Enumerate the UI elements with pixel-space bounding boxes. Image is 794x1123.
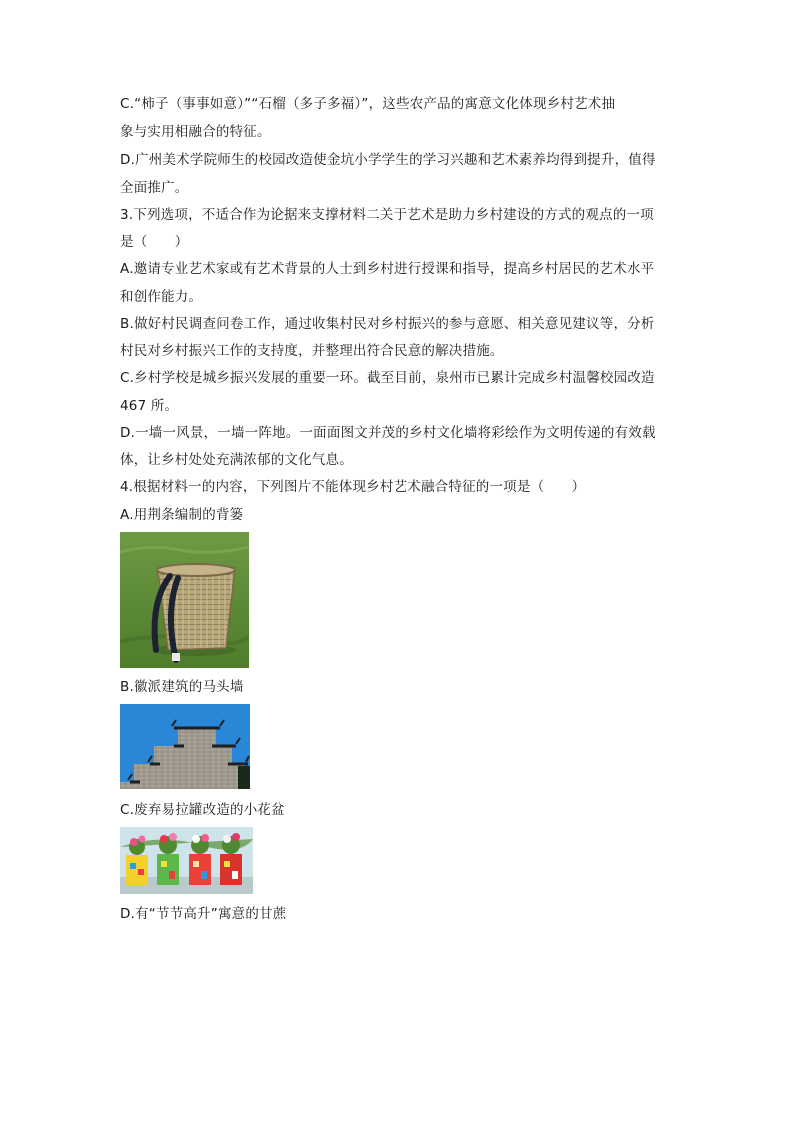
horse-head-wall-photo — [120, 704, 250, 789]
q4-option-d-label: D.有“节节高升”寓意的甘蔗 — [120, 906, 287, 922]
q4-option-b-label: B.徽派建筑的马头墙 — [120, 679, 244, 695]
question-3-line-2: 是（ ） — [120, 234, 189, 250]
basket-photo — [120, 532, 249, 668]
option-d-line-2: 全面推广。 — [120, 180, 189, 196]
q3-option-c-line-1: C.乡村学校是城乡振兴发展的重要一环。截至目前，泉州市已累计完成乡村温馨校园改造 — [120, 370, 655, 386]
q3-option-a-line-2: 和创作能力。 — [120, 289, 203, 305]
can-flower-pots-photo — [120, 827, 253, 894]
q3-option-d-line-1: D.一墙一风景，一墙一阵地。一面面图文并茂的乡村文化墙将彩绘作为文明传递的有效载 — [120, 425, 656, 441]
q3-option-c-line-2: 467 所。 — [120, 398, 179, 414]
q3-option-b-line-1: B.做好村民调查问卷工作，通过收集村民对乡村振兴的参与意愿、相关意见建议等，分析 — [120, 316, 655, 332]
option-d-line-1: D.广州美术学院师生的校园改造使金坑小学学生的学习兴趣和艺术素养均得到提升，值得 — [120, 152, 656, 168]
question-3-line-1: 3.下列选项，不适合作为论据来支撑材料二关于艺术是助力乡村建设的方式的观点的一项 — [120, 207, 654, 223]
question-4: 4.根据材料一的内容，下列图片不能体现乡村艺术融合特征的一项是（ ） — [120, 479, 586, 495]
option-c-line-2: 象与实用相融合的特征。 — [120, 124, 271, 140]
q3-option-d-line-2: 体，让乡村处处充满浓郁的文化气息。 — [120, 452, 353, 468]
q3-option-b-line-2: 村民对乡村振兴工作的支持度，并整理出符合民意的解决措施。 — [120, 343, 504, 359]
q4-option-a-label: A.用荆条编制的背篓 — [120, 507, 244, 523]
q4-option-c-label: C.废弃易拉罐改造的小花盆 — [120, 802, 285, 818]
option-c-line-1: C.“柿子（事事如意）”“石榴（多子多福）”，这些农产品的寓意文化体现乡村艺术抽 — [120, 96, 616, 112]
q3-option-a-line-1: A.邀请专业艺术家或有艺术背景的人士到乡村进行授课和指导，提高乡村居民的艺术水平 — [120, 261, 655, 277]
